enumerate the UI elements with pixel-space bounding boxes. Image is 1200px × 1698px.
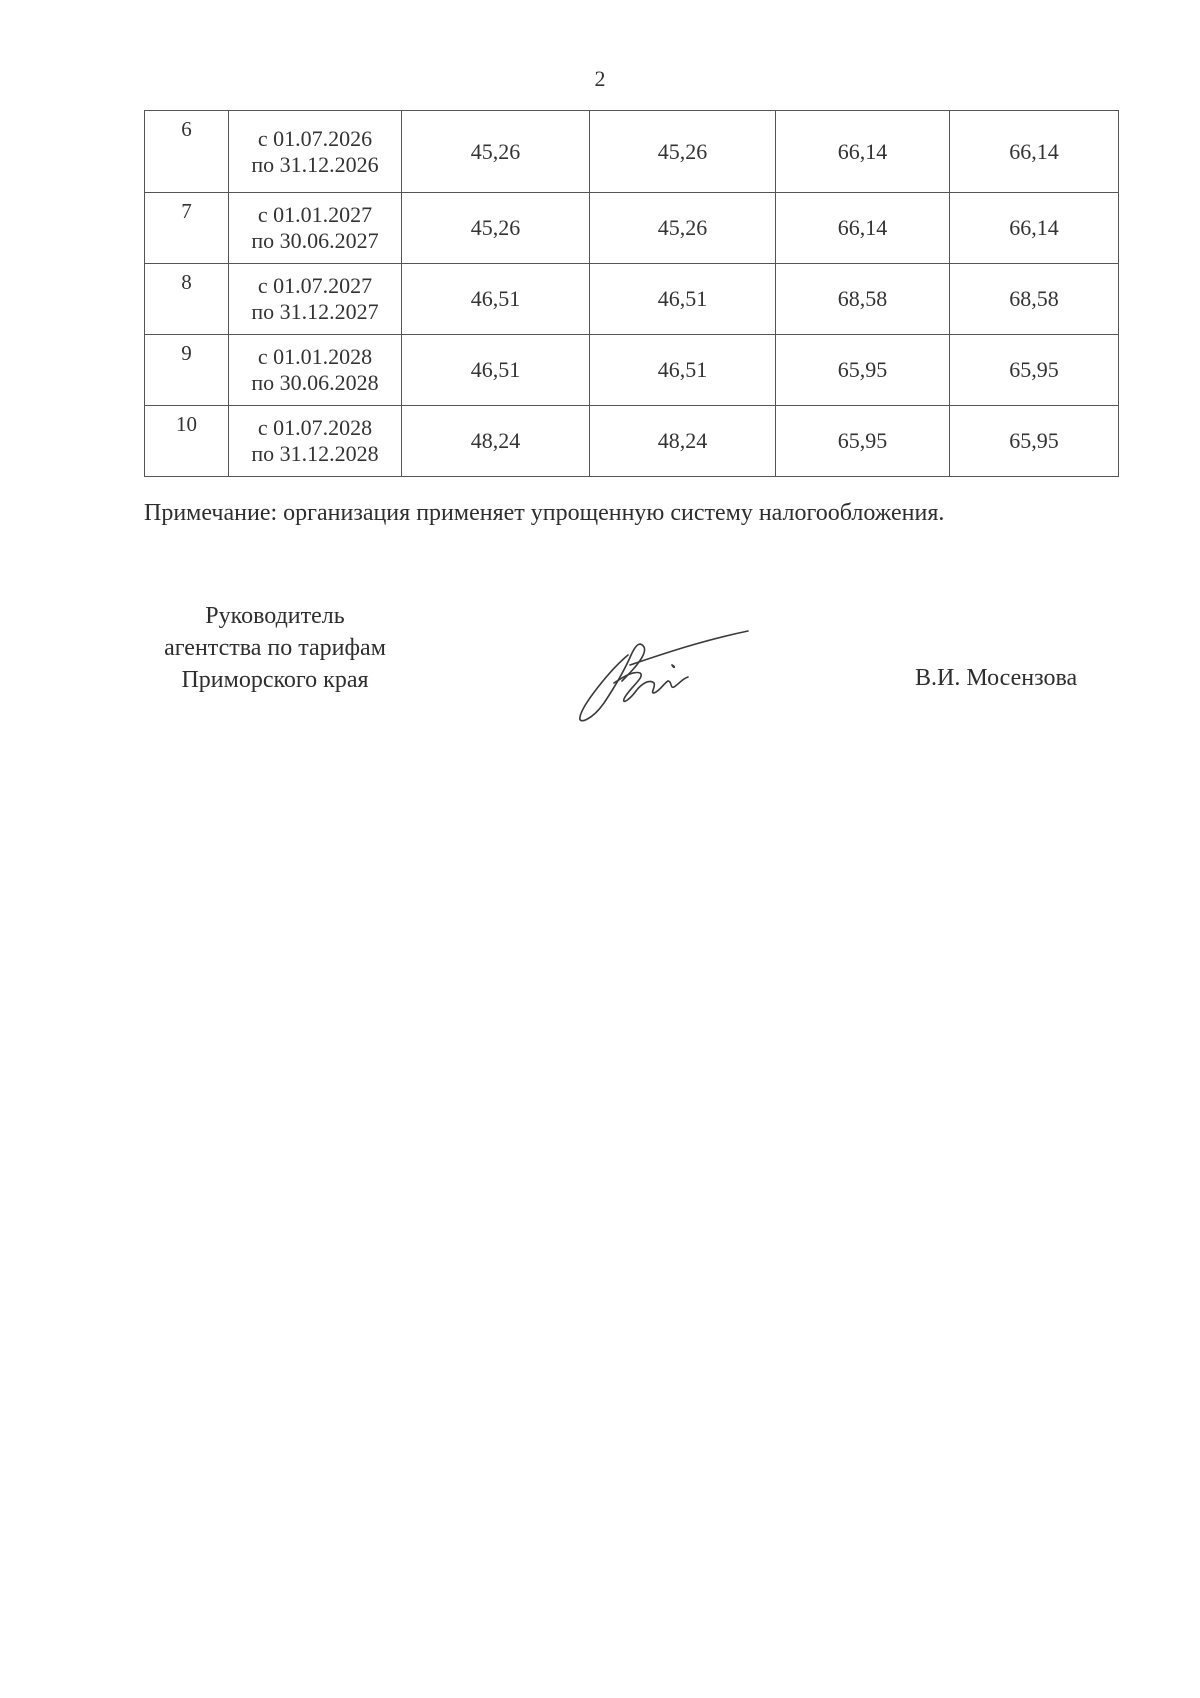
table-row — [145, 193, 1119, 264]
row-number: 7 — [145, 193, 229, 264]
signer-title-line: Руководитель — [205, 603, 345, 629]
signer-title-line: агентства по тарифам — [164, 635, 386, 661]
tariff-value: 46,51 — [402, 335, 590, 406]
tariff-value: 48,24 — [590, 406, 776, 477]
tariff-value: 45,26 — [590, 193, 776, 264]
tariff-value: 65,95 — [950, 406, 1119, 477]
page-number: 2 — [594, 66, 606, 91]
row-number: 10 — [145, 406, 229, 477]
tax-note: Примечание: организация применяет упрощенную систему налогообложения. — [144, 500, 945, 526]
tariff-value: 65,95 — [950, 335, 1119, 406]
period-to: по 30.06.2027 — [251, 228, 379, 253]
period-to: по 31.12.2027 — [251, 299, 379, 324]
period-cell — [229, 111, 402, 193]
row-number: 6 — [145, 111, 229, 193]
signer-title — [140, 600, 410, 696]
period-cell — [229, 406, 402, 477]
tariff-value: 45,26 — [590, 111, 776, 193]
period-cell — [229, 335, 402, 406]
tariff-value: 68,58 — [950, 264, 1119, 335]
tariff-value: 66,14 — [950, 111, 1119, 193]
tariff-value: 48,24 — [402, 406, 590, 477]
row-number: 8 — [145, 264, 229, 335]
period-from: с 01.07.2026 — [257, 125, 373, 151]
table-row — [145, 335, 1119, 406]
tariff-value: 45,26 — [402, 193, 590, 264]
table-row — [145, 111, 1119, 193]
table-row — [145, 264, 1119, 335]
tariff-value: 46,51 — [590, 335, 776, 406]
signer-title-line: Приморского края — [181, 667, 369, 693]
tariff-table — [144, 110, 1119, 477]
table-row — [145, 406, 1119, 477]
period-cell — [229, 193, 402, 264]
period-from: с 01.01.2028 — [257, 344, 373, 369]
tariff-value: 65,95 — [776, 406, 950, 477]
handwritten-signature-icon — [570, 625, 760, 725]
tariff-value: 65,95 — [776, 335, 950, 406]
period-to: по 31.12.2026 — [251, 151, 379, 177]
period-from: с 01.01.2027 — [257, 202, 373, 227]
period-from: с 01.07.2027 — [257, 273, 373, 298]
tariff-value: 68,58 — [776, 264, 950, 335]
tariff-value: 66,14 — [776, 193, 950, 264]
tariff-value: 66,14 — [776, 111, 950, 193]
tariff-value: 66,14 — [950, 193, 1119, 264]
tariff-value: 46,51 — [590, 264, 776, 335]
period-cell — [229, 264, 402, 335]
period-to: по 30.06.2028 — [251, 370, 379, 395]
tariff-value: 46,51 — [402, 264, 590, 335]
period-to: по 31.12.2028 — [251, 441, 379, 466]
period-from: с 01.07.2028 — [257, 415, 373, 440]
signer-name: В.И. Мосензова — [915, 665, 1078, 691]
row-number: 9 — [145, 335, 229, 406]
tariff-value: 45,26 — [402, 111, 590, 193]
